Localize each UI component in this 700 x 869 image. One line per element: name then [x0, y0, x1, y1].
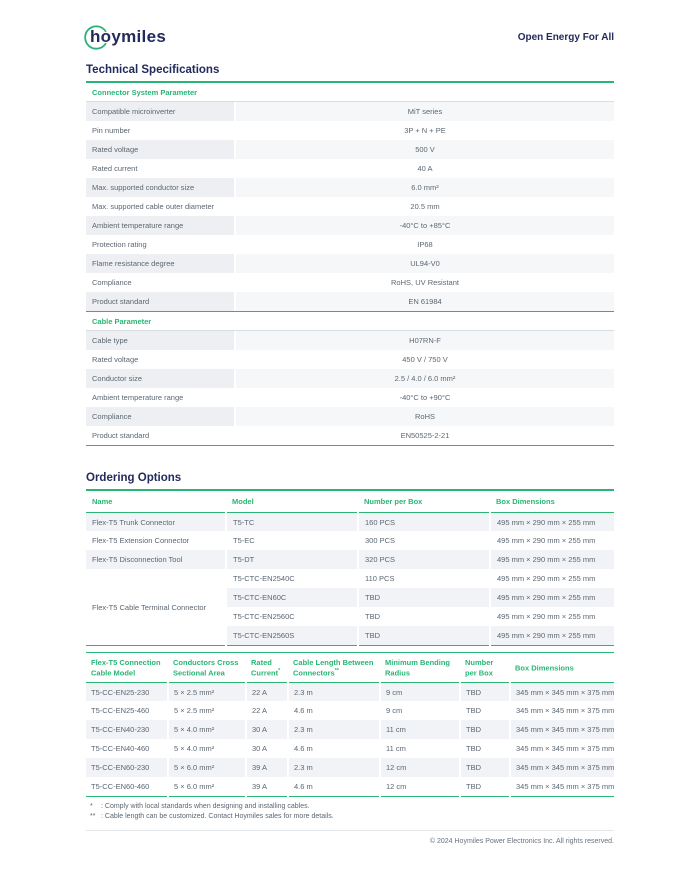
spec-row	[86, 407, 614, 426]
table-row	[86, 777, 614, 796]
spec-section-title: Cable Parameter	[86, 312, 614, 331]
footnote-text: : Cable length can be customized. Contact Hoymiles sales for more details.	[101, 813, 334, 821]
cell: 39 A	[246, 777, 288, 796]
spec-row-value: EN50525-2-21	[400, 431, 450, 440]
spec-row-label: Compatible microinverter	[86, 102, 234, 121]
spec-row-value: 6.0 mm²	[236, 178, 614, 197]
logo-circle-icon	[83, 24, 110, 51]
spec-row-label: Protection rating	[92, 240, 147, 249]
header-row	[86, 652, 614, 682]
cell: TBD	[460, 758, 510, 777]
cell: 4.6 m	[288, 777, 380, 796]
spec-row-value: 2.5 / 4.0 / 6.0 mm²	[236, 369, 614, 388]
spec-row-label: Pin number	[92, 126, 131, 135]
spec-row	[86, 178, 614, 197]
cell-model: T5-CTC-EN2560C	[226, 607, 358, 626]
ordering-table-1-head	[86, 491, 614, 512]
column-header: Number per Box	[358, 491, 490, 512]
spec-row-label: Rated voltage	[86, 140, 234, 159]
cell: 345 mm × 345 mm × 375 mm	[510, 720, 614, 739]
cell: 39 A	[246, 758, 288, 777]
cell: 30 A	[246, 739, 288, 758]
column-header	[380, 652, 460, 682]
spec-row	[86, 426, 614, 445]
spec-row-label: Ambient temperature range	[86, 216, 234, 235]
table-row	[86, 720, 614, 739]
spec-row	[86, 216, 614, 235]
column-header: Model	[226, 491, 358, 512]
spec-row	[86, 369, 614, 388]
spec-row-label: Ambient temperature range	[92, 393, 184, 402]
header-row	[86, 491, 614, 512]
cell-name: Flex-T5 Trunk Connector	[86, 512, 226, 531]
cell-dims: 495 mm × 290 mm × 255 mm	[490, 531, 614, 550]
brand-logo	[86, 23, 166, 51]
cell: TBD	[460, 777, 510, 796]
cell-name: Flex-T5 Cable Terminal Connector	[92, 602, 207, 612]
cell: 345 mm × 345 mm × 375 mm	[510, 701, 614, 720]
cell: 11 cm	[380, 720, 460, 739]
brand-tagline: Open Energy For All	[517, 31, 614, 43]
spec-row-value: 20.5 mm	[410, 202, 440, 211]
spec-row-label: Flame resistance degree	[86, 254, 234, 273]
spec-row-label: Cable type	[86, 331, 234, 350]
ordering-table-2-head	[86, 652, 614, 682]
spec-row-label: Conductor size	[86, 369, 234, 388]
cell-qty: TBD	[358, 607, 490, 626]
cell: T5-CC-EN25-460	[91, 706, 150, 716]
cell: TBD	[460, 720, 510, 739]
spec-row	[86, 121, 614, 140]
cell-dims: 495 mm × 290 mm × 255 mm	[490, 626, 614, 645]
table-row	[86, 531, 614, 550]
cell-dims: 495 mm × 290 mm × 255 mm	[490, 569, 614, 588]
column-header-text: Box Dimensions	[515, 663, 574, 673]
spec-row-label: Compliance	[92, 278, 132, 287]
logo-text: hoymiles	[90, 27, 167, 46]
spec-row-value: RoHS	[236, 407, 614, 426]
footnote-marker: *	[90, 802, 93, 810]
column-header-text: Minimum Bending Radius	[385, 657, 450, 677]
cell-model: T5-DT	[226, 550, 358, 569]
tech-spec-sections	[86, 83, 614, 446]
spec-section	[86, 83, 614, 312]
ordering-options-title: Ordering Options	[86, 472, 614, 491]
cell-qty: 110 PCS	[358, 569, 490, 588]
spec-row	[86, 273, 614, 292]
cell: 9 cm	[380, 682, 460, 701]
table-row	[86, 682, 614, 701]
column-header	[460, 652, 510, 682]
cell: 4.6 m	[288, 739, 380, 758]
cell: 22 A	[246, 701, 288, 720]
cell-model: T5-EC	[226, 531, 358, 550]
cell: 345 mm × 345 mm × 375 mm	[510, 682, 614, 701]
cell: 5 × 6.0 mm²	[168, 758, 246, 777]
spec-row-label: Rated current	[92, 164, 138, 173]
cell: 12 cm	[380, 758, 460, 777]
cell: 2.3 m	[288, 720, 380, 739]
cell: 345 mm × 345 mm × 375 mm	[510, 758, 614, 777]
spec-row-value: -40°C to +85°C	[236, 216, 614, 235]
cell: 5 × 2.5 mm²	[168, 701, 246, 720]
ordering-table-2-body	[86, 682, 614, 796]
spec-row-label: Product standard	[92, 431, 150, 440]
cell: 12 cm	[380, 777, 460, 796]
table-row	[86, 701, 614, 720]
spec-row-value: 3P + N + PE	[404, 126, 446, 135]
column-header-footnote-marker: *	[278, 667, 281, 674]
cell: T5-CC-EN60-460	[91, 782, 150, 791]
spec-row-value: UL94-V0	[236, 254, 614, 273]
spec-row-value: IP68	[417, 240, 433, 249]
table-row	[86, 569, 614, 588]
spec-row-value: MiT series	[236, 102, 614, 121]
spec-row-label: Max. supported cable outer diameter	[92, 202, 215, 211]
spec-row	[86, 331, 614, 350]
cell: TBD	[460, 682, 510, 701]
cell-dims: 495 mm × 290 mm × 255 mm	[490, 588, 614, 607]
column-header	[86, 652, 168, 682]
column-header: Name	[86, 491, 226, 512]
spec-row	[86, 140, 614, 159]
ordering-table-1	[86, 491, 614, 646]
cell: 4.6 m	[288, 701, 380, 720]
cell: 5 × 2.5 mm²	[168, 682, 246, 701]
spec-row-value: EN 61984	[236, 292, 614, 311]
cell-model: T5-CTC-EN2560S	[226, 626, 358, 645]
column-header-text: Flex-T5 Connection Cable Model	[91, 657, 161, 677]
footnote-text: : Comply with local standards when designing and installing cables.	[101, 802, 310, 810]
column-header-text: Rated Current	[251, 657, 279, 677]
cell-dims: 495 mm × 290 mm × 255 mm	[490, 512, 614, 531]
cell-dims: 495 mm × 290 mm × 255 mm	[490, 607, 614, 626]
tech-specs-title: Technical Specifications	[86, 64, 614, 83]
table-row	[86, 512, 614, 531]
spec-row	[86, 235, 614, 254]
spec-row-value: 450 V / 750 V	[402, 355, 448, 364]
cell: T5-CC-EN40-460	[91, 744, 150, 754]
spec-row-value: RoHS, UV Resistant	[391, 278, 459, 287]
cell: 11 cm	[380, 739, 460, 758]
cell-qty: 160 PCS	[358, 512, 490, 531]
spec-section	[86, 312, 614, 446]
column-header	[288, 652, 380, 682]
spec-row-label: Rated voltage	[92, 355, 139, 364]
column-header-text: Number per Box	[465, 657, 494, 677]
cell-qty: TBD	[358, 626, 490, 645]
table-row	[86, 550, 614, 569]
spec-row-label: Compliance	[86, 407, 234, 426]
spec-row	[86, 102, 614, 121]
spec-row-value: -40°C to +90°C	[399, 393, 451, 402]
cell: 5 × 6.0 mm²	[168, 777, 246, 796]
footnote	[86, 802, 614, 813]
cell: TBD	[460, 701, 510, 720]
column-header	[168, 652, 246, 682]
spec-row	[86, 254, 614, 273]
cell: 2.3 m	[288, 682, 380, 701]
cell-model: T5-CTC-EN60C	[226, 588, 358, 607]
column-header-text: Conductors Cross Sectional Area	[173, 657, 239, 677]
column-header: Box Dimensions	[490, 491, 614, 512]
table-row	[86, 758, 614, 777]
spec-row	[86, 388, 614, 407]
spec-section-title: Connector System Parameter	[86, 83, 614, 102]
spec-row	[86, 292, 614, 311]
cell: T5-CC-EN25-230	[86, 682, 168, 701]
footnote-marker: **	[90, 813, 96, 821]
cell-dims: 495 mm × 290 mm × 255 mm	[490, 550, 614, 569]
footnotes	[86, 797, 614, 831]
cell: 22 A	[246, 682, 288, 701]
cell: T5-CC-EN40-230	[86, 720, 168, 739]
cell-model: T5-CTC-EN2540C	[226, 569, 358, 588]
column-header-text: Cable Length Between Connectors	[293, 657, 374, 677]
cell-name: Flex-T5 Extension Connector	[92, 536, 190, 546]
cell-name: Flex-T5 Disconnection Tool	[86, 550, 226, 569]
cell: 345 mm × 345 mm × 375 mm	[510, 777, 614, 796]
cell: 345 mm × 345 mm × 375 mm	[510, 739, 614, 758]
spec-row	[86, 159, 614, 178]
cell: T5-CC-EN60-230	[86, 758, 168, 777]
cell: 5 × 4.0 mm²	[168, 720, 246, 739]
spec-row	[86, 350, 614, 369]
spec-row-value: 500 V	[236, 140, 614, 159]
cell: 30 A	[246, 720, 288, 739]
footnote	[86, 812, 614, 823]
footer-copyright: © 2024 Hoymiles Power Electronics Inc. All rights reserved.	[429, 837, 614, 845]
cell: TBD	[460, 739, 510, 758]
cell: 9 cm	[380, 701, 460, 720]
table-row	[86, 739, 614, 758]
cell-qty: 320 PCS	[358, 550, 490, 569]
column-header	[510, 652, 614, 682]
cell-qty: TBD	[358, 588, 490, 607]
page	[86, 0, 614, 845]
cell: 5 × 4.0 mm²	[168, 739, 246, 758]
spec-row-value: H07RN-F	[236, 331, 614, 350]
column-header	[246, 652, 288, 682]
ordering-table-1-body	[86, 512, 614, 645]
cell: 2.3 m	[288, 758, 380, 777]
spec-row-label: Product standard	[86, 292, 234, 311]
cell-model: T5-TC	[226, 512, 358, 531]
page-header	[86, 0, 614, 51]
column-header-footnote-marker: **	[334, 667, 339, 674]
spec-row	[86, 197, 614, 216]
ordering-table-2	[86, 652, 614, 797]
spec-row-label: Max. supported conductor size	[86, 178, 234, 197]
spec-row-value: 40 A	[417, 164, 433, 173]
cell-qty: 300 PCS	[358, 531, 490, 550]
